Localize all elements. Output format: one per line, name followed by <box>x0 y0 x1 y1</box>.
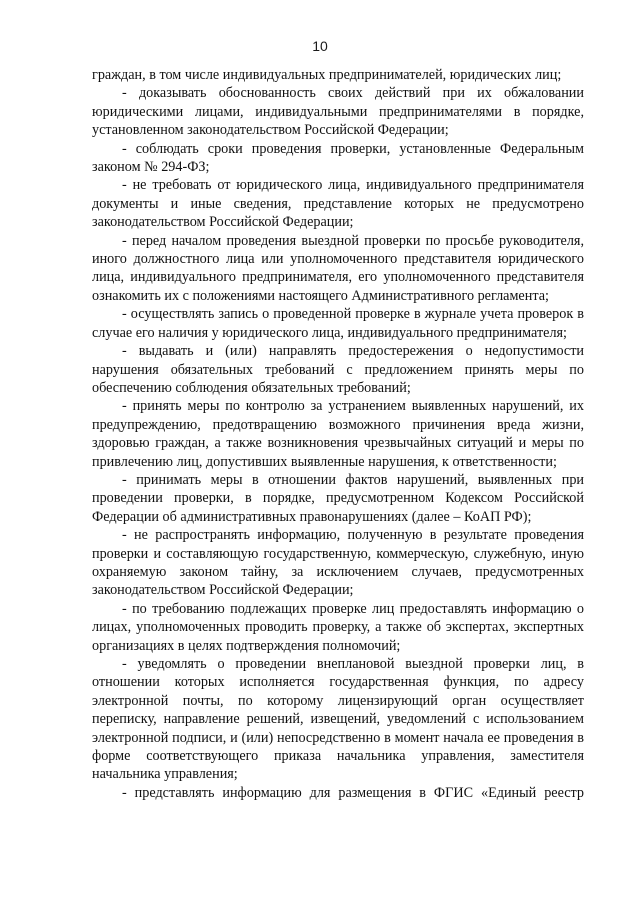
paragraph: - не требовать от юридического лица, индивидуального предпринимателя документы и иные сведения, представление которых не предусмотрено законодательством Российской Федерации; <box>92 177 584 231</box>
paragraph: - по требованию подлежащих проверке лиц предоставлять информацию о лицах, уполномоченных проводить проверку, а также об экспертах, экспертных организациях в целях подтверждения полномочий; <box>92 600 584 654</box>
paragraph: - выдавать и (или) направлять предостережения о недопустимости нарушения обязательных требований с предложением принять меры по обеспечению соблюдения обязательных требований; <box>92 343 584 396</box>
paragraph: - уведомлять о проведении внеплановой выездной проверки лиц, в отношении которых исполняется государственная функция, по адресу электронной почты, по которому лицензирующий орган осуществляет переписку, направление решений, извещений, уведомлений с использованием электронной подписи, и (или) непосредственно в момент начала ее проведения в форме соответствующего приказа начальника управления, заместителя начальника управления; <box>92 656 584 783</box>
paragraph: - осуществлять запись о проведенной проверке в журнале учета проверок в случае его наличия у юридического лица, индивидуального предпринимателя; <box>92 306 584 341</box>
paragraph: - не распространять информацию, полученную в результате проведения проверки и составляющую государственную, коммерческую, служебную, иную охраняемую законом тайну, за исключением случаев, предусмотренных законодательством Российской Федерации; <box>92 527 584 599</box>
page-number: 10 <box>312 38 328 54</box>
paragraph: - доказывать обоснованность своих действий при их обжаловании юридическими лицами, индивидуальными предпринимателями в порядке, установленном законодательством Российской Федерации; <box>92 85 584 139</box>
paragraph: - принять меры по контролю за устранением выявленных нарушений, их предупреждению, предотвращению возможного причинения вреда жизни, здоровью граждан, а также возникновения чрезвычайных ситуаций и меры по привлечению лиц, допустивших выявленные нарушения, к ответственности; <box>92 398 584 470</box>
paragraph: граждан, в том числе индивидуальных предпринимателей, юридических лиц; <box>92 67 562 83</box>
paragraph: - принимать меры в отношении фактов нарушений, выявленных при проведении проверки, в порядке, предусмотренном Кодексом Российской Федерации об административных правонарушениях (далее – КоАП РФ); <box>92 471 584 525</box>
paragraph: - перед началом проведения выездной проверки по просьбе руководителя, иного должностного лица или уполномоченного представителя юридического лица, индивидуального предпринимателя, его уполномоченного представителя ознакомить их с положениями настоящего Административного регламента; <box>92 232 584 304</box>
paragraph: - представлять информацию для размещения в ФГИС «Единый реестр <box>122 784 584 801</box>
document-body <box>92 66 584 802</box>
paragraph: - соблюдать сроки проведения проверки, установленные Федеральным законом № 294-ФЗ; <box>92 140 584 176</box>
